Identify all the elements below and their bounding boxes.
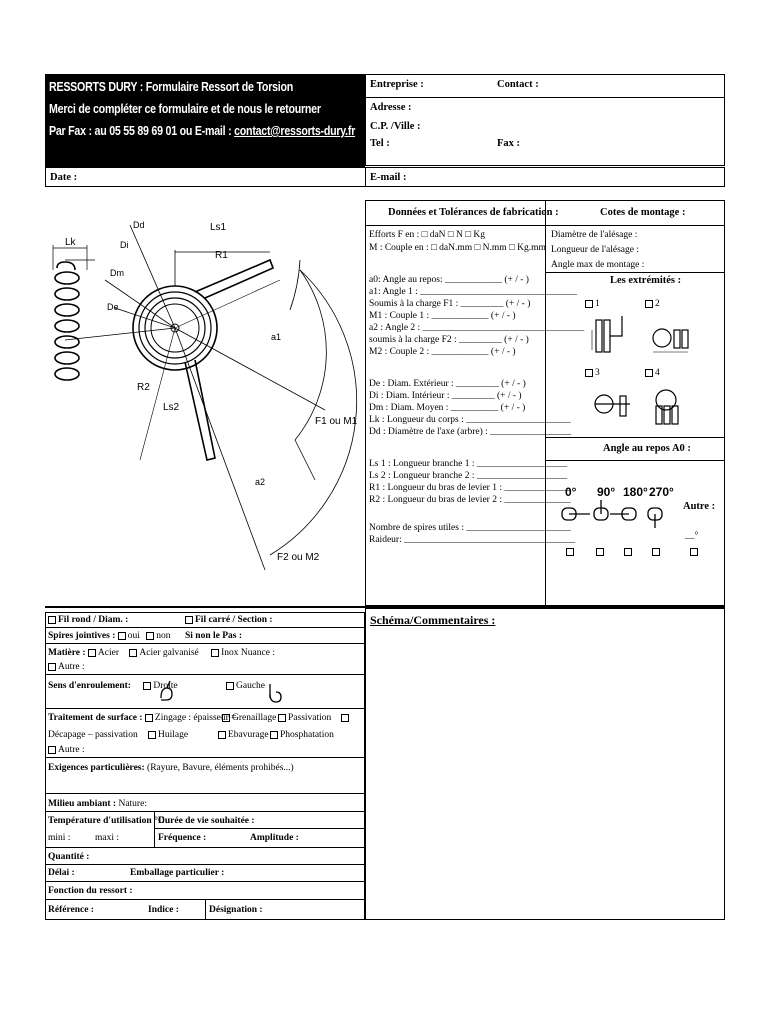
angle-90-checkbox[interactable] xyxy=(596,548,604,556)
extremite-1[interactable]: 1 xyxy=(585,298,600,310)
spires-oui-checkbox[interactable] xyxy=(118,632,126,640)
cp-ville-label: C.P. /Ville : xyxy=(370,121,421,132)
angle-270-checkbox[interactable] xyxy=(652,548,660,556)
extremite-2-drawing xyxy=(648,310,698,360)
email-label: E-mail : xyxy=(370,172,407,183)
extremite-2[interactable]: 2 xyxy=(645,298,660,310)
extremite-1-drawing xyxy=(590,310,630,360)
field-line[interactable]: M1 : Couple 1 : ____________ (+ / - ) xyxy=(369,311,516,321)
header-instructions: Merci de compléter ce formulaire et de nous le retourner xyxy=(49,101,321,116)
droite-icon xyxy=(158,680,176,702)
acier-galva-checkbox[interactable] xyxy=(129,649,137,657)
angle-0-checkbox[interactable] xyxy=(566,548,574,556)
traitement-autre[interactable]: Autre : xyxy=(48,744,85,756)
label-dm: Dm xyxy=(110,268,124,278)
fax-label: Fax : xyxy=(497,138,521,149)
coil-side-view xyxy=(53,245,95,380)
gauche-row[interactable]: Gauche xyxy=(226,680,265,692)
field-line[interactable]: De : Diam. Extérieur : _________ (+ / - ) xyxy=(369,379,526,389)
label-a1: a1 xyxy=(271,332,282,342)
extremite-4-drawing xyxy=(648,382,693,427)
couple-unit[interactable]: M : Couple en : □ daN.mm □ N.mm □ Kg.mm xyxy=(369,243,546,253)
sens-row: Sens d'enroulement: Droite xyxy=(48,681,178,691)
field-line[interactable]: M2 : Couple 2 : ____________ (+ / - ) xyxy=(369,347,516,357)
donnees-fields xyxy=(369,274,585,546)
header-title: RESSORTS DURY : Formulaire Ressort de Torsion xyxy=(49,79,294,94)
cote-angle-max[interactable]: Angle max de montage : xyxy=(551,260,645,270)
label-f2m2: F2 ou M2 xyxy=(277,552,320,563)
header-email-link[interactable]: contact@ressorts-dury.fr xyxy=(234,123,356,138)
field-line[interactable]: Raideur: ____________________________________ xyxy=(369,535,576,545)
milieu-row[interactable]: Milieu ambiant : Nature: xyxy=(48,799,147,809)
field-line[interactable]: Soumis à la charge F1 : _________ (+ / - ) xyxy=(369,299,531,309)
label-ls2: Ls2 xyxy=(163,402,180,413)
angle-drawings xyxy=(560,500,675,528)
huilage-option[interactable]: Huilage xyxy=(148,729,188,741)
field-line[interactable]: Di : Diam. Intérieur : _________ (+ / - ) xyxy=(369,391,522,401)
delai-label[interactable]: Délai : xyxy=(48,868,75,878)
mini-field[interactable]: mini : xyxy=(48,833,71,843)
field-line[interactable]: R2 : Longueur du bras de levier 2 : ______________ xyxy=(369,495,571,505)
angle-autre-label: Autre : xyxy=(683,501,716,512)
extremite-3-drawing xyxy=(590,382,640,427)
label-a2: a2 xyxy=(255,477,266,487)
spring-drawing xyxy=(45,200,365,600)
angle-0: 0° xyxy=(565,485,577,499)
exigences-row[interactable]: Exigences particulières: (Rayure, Bavure, éléments prohibés...) xyxy=(48,763,294,773)
amplitude-label[interactable]: Amplitude : xyxy=(250,833,299,843)
fil-rond-row[interactable]: Fil rond / Diam. : xyxy=(48,614,128,626)
field-line[interactable]: soumis à la charge F2 : _________ (+ / - ) xyxy=(369,335,529,345)
fil-carre-row[interactable]: Fil carré / Section : xyxy=(185,614,273,626)
angle-repos-title: Angle au repos A0 : xyxy=(603,443,691,454)
field-line[interactable]: Lk : Longueur du corps : ______________________ xyxy=(369,415,571,425)
cote-alesage-long[interactable]: Longueur de l'alésage : xyxy=(551,245,639,255)
designation-label[interactable]: Désignation : xyxy=(209,905,263,915)
quantite-label[interactable]: Quantité : xyxy=(48,852,90,862)
frequence-label[interactable]: Fréquence : xyxy=(158,833,207,843)
label-f1m1: F1 ou M1 xyxy=(315,416,358,427)
tel-label: Tel : xyxy=(370,138,390,149)
reference-label[interactable]: Référence : xyxy=(48,905,94,915)
field-line[interactable]: a1: Angle 1 : _________________________________ xyxy=(369,287,577,297)
angle-180-checkbox[interactable] xyxy=(624,548,632,556)
header-banner xyxy=(45,74,365,168)
field-line[interactable]: R1 : Longueur du bras de levier 1 : ______________ xyxy=(369,483,571,493)
label-de: De xyxy=(107,302,119,312)
maxi-field[interactable]: maxi : xyxy=(95,833,120,843)
angle-autre-field[interactable]: __° xyxy=(685,531,699,541)
droite-checkbox[interactable] xyxy=(143,682,151,690)
field-line[interactable]: Ls 1 : Longueur branche 1 : ___________________ xyxy=(369,459,568,469)
extremites-title: Les extrémités : xyxy=(610,275,682,286)
spires-non-checkbox[interactable] xyxy=(146,632,154,640)
date-label: Date : xyxy=(50,172,78,183)
acier-checkbox[interactable] xyxy=(88,649,96,657)
label-di: Di xyxy=(120,240,129,250)
duree-label: Durée de vie souhaitée : xyxy=(158,816,255,826)
angle-90: 90° xyxy=(597,485,616,499)
field-line[interactable]: a2 : Angle 2 : __________________________________ xyxy=(369,323,585,333)
emballage-label[interactable]: Emballage particulier : xyxy=(130,868,225,878)
efforts-unit[interactable]: Efforts F en : □ daN □ N □ Kg xyxy=(369,230,485,240)
matiere-row: Matière : Acier Acier galvanisé Inox Nuance : xyxy=(48,648,275,658)
temperature-label: Température d'utilisation °C : xyxy=(48,816,171,826)
cote-alesage-diam[interactable]: Diamètre de l'alésage : xyxy=(551,230,638,240)
schema-title: Schéma/Commentaires : xyxy=(370,613,496,627)
field-line[interactable]: Ls 2 : Longueur branche 2 : ___________________ xyxy=(369,471,568,481)
entreprise-label: Entreprise : xyxy=(370,79,424,90)
passivation-option[interactable]: Passivation xyxy=(278,712,351,724)
grenaillage-option[interactable]: Grenaillage xyxy=(222,712,276,724)
angle-270: 270° xyxy=(649,485,674,499)
matiere-autre[interactable]: Autre : xyxy=(48,661,85,673)
label-ls1: Ls1 xyxy=(210,222,227,233)
fonction-label[interactable]: Fonction du ressort : xyxy=(48,886,133,896)
inox-checkbox[interactable] xyxy=(211,649,219,657)
gauche-icon xyxy=(266,682,284,704)
indice-label[interactable]: Indice : xyxy=(148,905,179,915)
label-r2: R2 xyxy=(137,382,150,393)
zingage-checkbox[interactable] xyxy=(145,714,153,722)
decapage-option[interactable]: Décapage – passivation xyxy=(48,730,138,740)
field-line[interactable]: a0: Angle au repos: ____________ (+ / - ) xyxy=(369,275,529,285)
angle-autre-checkbox[interactable] xyxy=(690,548,698,556)
header-fax-line xyxy=(49,123,355,138)
extremite-4[interactable]: 4 xyxy=(645,367,660,379)
si-non-pas: Si non le Pas : xyxy=(185,631,243,641)
spires-row: Spires jointives : oui non xyxy=(48,631,171,641)
schema-box[interactable] xyxy=(365,608,725,920)
field-line[interactable]: Nombre de spires utiles : ______________________ xyxy=(369,523,571,533)
label-lk: Lk xyxy=(65,237,76,248)
contact-label: Contact : xyxy=(497,79,539,90)
header-fax-text: Par Fax : au 05 55 89 69 01 ou E-mail : xyxy=(49,123,235,138)
field-line[interactable]: Dm : Diam. Moyen : __________ (+ / - ) xyxy=(369,403,526,413)
cotes-title: Cotes de montage : xyxy=(600,207,686,218)
label-dd: Dd xyxy=(133,220,145,230)
field-line[interactable]: Dd : Diamètre de l'axe (arbre) : _________________ xyxy=(369,427,571,437)
phosphatation-option[interactable]: Phosphatation xyxy=(270,729,334,741)
angle-checkboxes xyxy=(566,548,726,558)
label-r1: R1 xyxy=(215,250,228,261)
ebavurage-option[interactable]: Ebavurage xyxy=(218,729,269,741)
donnees-title: Données et Tolérances de fabrication : xyxy=(388,207,559,218)
extremite-3[interactable]: 3 xyxy=(585,367,600,379)
traitement-row: Traitement de surface : Zingage : épaisseur = xyxy=(48,713,237,723)
adresse-label: Adresse : xyxy=(370,102,412,113)
angle-180: 180° xyxy=(623,485,648,499)
